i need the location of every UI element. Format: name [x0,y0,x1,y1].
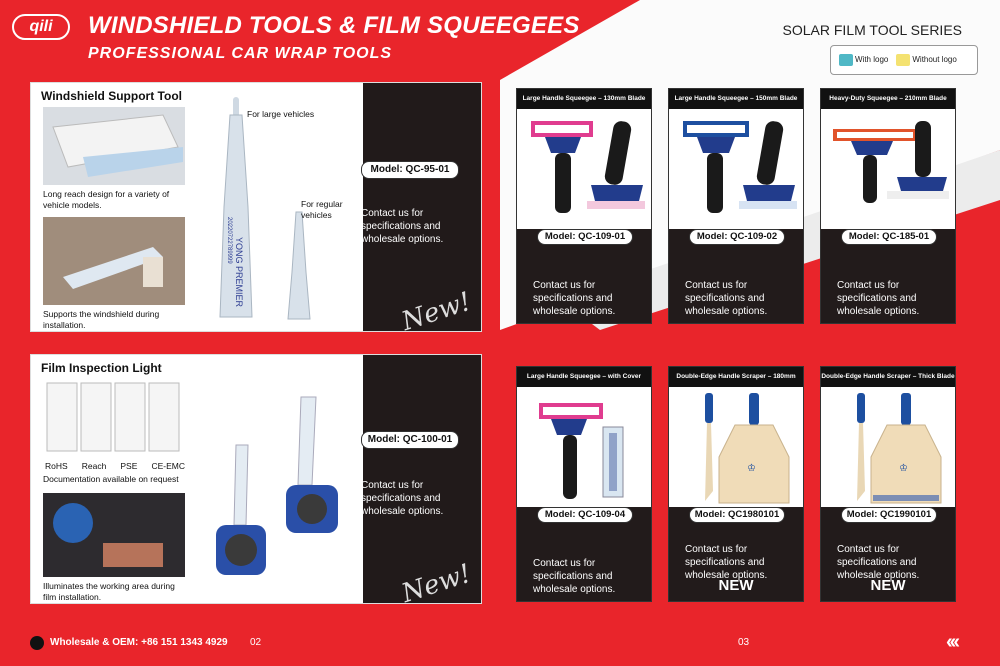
brand-logo: qili [12,14,70,40]
cert-documents [43,379,185,459]
model-label: Model: QC1980101 [689,507,785,523]
svg-text:♔: ♔ [747,463,756,474]
contact-text: Contact us for specifications and wholesale options. [837,280,920,317]
contact-text: Contact us for specifications and wholesale options. [361,480,444,517]
svg-text:YONG PREMIER: YONG PREMIER [234,237,244,308]
cert-labels [45,461,185,472]
interior-illustration [43,217,185,305]
new-signature: New! [398,558,475,610]
page-number-left: 02 [250,637,262,648]
cert-reach: Reach [81,461,107,471]
card-header: Large Handle Squeegee – 130mm Blade [517,89,651,109]
card-header: Double-Edge Handle Scraper – 180mm [669,367,803,387]
logo-legend [830,45,978,75]
model-label: Model: QC-109-01 [537,229,633,245]
windshield-panel [30,82,482,338]
wholesale-contact: Wholesale & OEM: +86 151 1343 4929 [50,637,228,648]
new-signature: New! [398,286,475,338]
card-header: Double-Edge Handle Scraper – Thick Blade [821,367,955,387]
car-interior-photo [43,217,185,305]
product-card-qc1980101 [668,366,804,602]
package-illustration [43,107,185,185]
product-card-qc-185-01 [820,88,956,324]
legend-with-logo: With logo [839,54,888,66]
caption-documentation: Documentation available on request [43,474,179,484]
page-subtitle: PROFESSIONAL CAR WRAP TOOLS [88,45,393,62]
cert-rohs: RoHS [45,461,68,471]
product-card-qc-109-02 [668,88,804,324]
label-regular-vehicles: For regular vehicles [301,199,343,220]
contact-text: Contact us for specifications and wholesale options. [685,280,768,317]
model-label: Model: QC-109-04 [537,507,633,523]
without-logo-swatch [896,54,910,66]
light-panel [30,354,482,610]
page-title: WINDSHIELD TOOLS & FILM SQUEEGEES [88,12,580,39]
documents-illustration [43,379,185,459]
product-card-qc-109-01 [516,88,652,324]
package-photo [43,107,185,185]
card-header: Large Handle Squeegee – with Cover [517,367,651,387]
light-usage-photo [43,493,185,577]
section-title: Windshield Support Tool [41,89,182,103]
squeegee-illustration [829,115,949,225]
caption-long-reach: Long reach design for a variety of vehicle models. [43,189,170,210]
label-large-vehicles: For large vehicles [247,109,315,119]
squeegee-illustration [525,115,645,225]
scraper-illustration [677,391,797,507]
svg-text:♔: ♔ [899,463,908,474]
section-title: Film Inspection Light [41,361,162,375]
card-header: Heavy-Duty Squeegee – 210mm Blade [821,89,955,109]
card-header: Large Handle Squeegee – 150mm Blade [669,89,803,109]
caption-illuminates: Illuminates the working area during film installation. [43,581,175,602]
contact-text: Contact us for specifications and wholesale options. [685,544,768,581]
squeegee-illustration [525,393,645,503]
product-card-qc1990101 [820,366,956,602]
cert-ce-emc: CE-EMC [151,461,185,471]
contact-text: Contact us for specifications and wholesale options. [837,544,920,581]
inspection-light-product [206,385,346,595]
squeegee-illustration [677,115,797,225]
usage-illustration [43,493,185,577]
model-label: Model: QC-95-01 [361,161,459,179]
new-badge: NEW [870,577,906,594]
model-label: Model: QC-185-01 [841,229,937,245]
caption-supports: Supports the windshield during installation. [43,309,160,330]
model-label: Model: QC1990101 [841,507,937,523]
cert-pse: PSE [120,461,138,471]
model-label: Model: QC-109-02 [689,229,785,245]
page-number-right: 03 [738,637,750,648]
chevron-left-icon: ‹‹‹ [946,631,957,653]
contact-text: Contact us for specifications and wholesale options. [361,208,444,245]
model-label: Model: QC-100-01 [361,431,459,449]
phone-icon [30,636,44,650]
product-card-qc-109-04 [516,366,652,602]
contact-text: Contact us for specifications and wholesale options. [533,280,616,317]
new-badge: NEW [718,577,754,594]
with-logo-swatch [839,54,853,66]
svg-text:20220722789999: 20220722789999 [226,217,232,264]
contact-text: Contact us for specifications and wholesale options. [533,558,616,595]
scraper-illustration [829,391,949,507]
series-title: SOLAR FILM TOOL SERIES [782,22,962,38]
legend-without-logo: Without logo [896,54,956,66]
